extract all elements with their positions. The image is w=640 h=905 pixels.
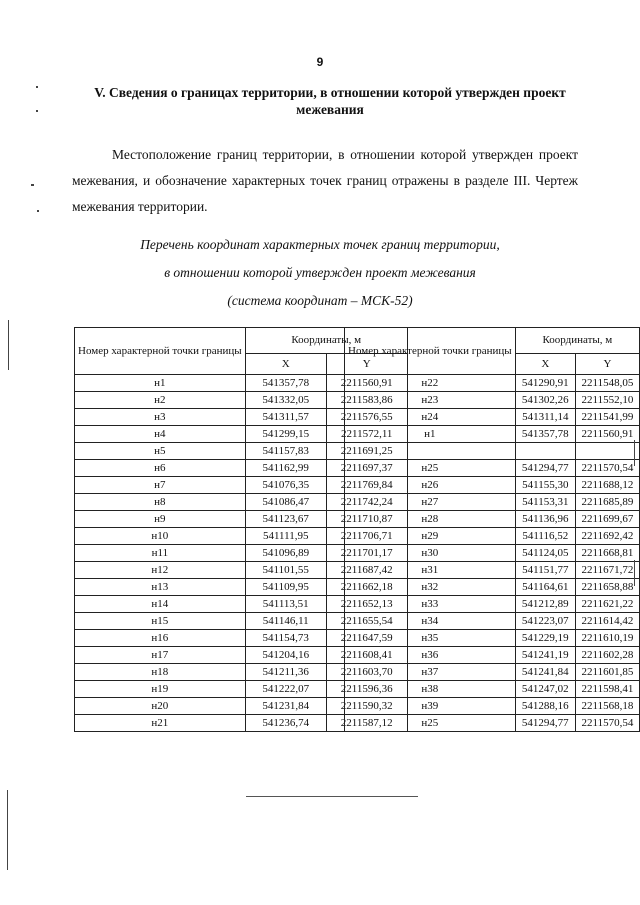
cell-x: 541357,78 (245, 375, 326, 392)
cell-y: 2211688,12 (575, 477, 639, 494)
table-caption-line1: Перечень координат характерных точек границ территории, (140, 237, 500, 252)
table-row (345, 562, 640, 579)
cell-y: 2211614,42 (575, 613, 639, 630)
cell-x: 541357,78 (515, 426, 575, 443)
cell-x: 541116,52 (515, 528, 575, 545)
table-row (345, 647, 640, 664)
table-row (345, 613, 640, 630)
table-row (345, 698, 640, 715)
cell-y: 2211560,91 (326, 375, 407, 392)
table-row (345, 681, 640, 698)
cell-x: 541311,57 (245, 409, 326, 426)
cell-y: 2211647,59 (326, 630, 407, 647)
cell-point: н19 (75, 681, 246, 698)
cell-x: 541311,14 (515, 409, 575, 426)
cell-point: н39 (345, 698, 516, 715)
cell-x: 541162,99 (245, 460, 326, 477)
cell-point: н2 (75, 392, 246, 409)
cell-y: 2211541,99 (575, 409, 639, 426)
page-number: 9 (316, 55, 324, 69)
cell-y: 2211742,24 (326, 494, 407, 511)
cell-point: н1 (75, 375, 246, 392)
cell-x: 541288,16 (515, 698, 575, 715)
cell-y: 2211701,17 (326, 545, 407, 562)
cell-point: н25 (345, 460, 516, 477)
cell-x: 541157,83 (245, 443, 326, 460)
cell-y: 2211671,72 (575, 562, 639, 579)
table-row (345, 392, 640, 409)
table-row (345, 596, 640, 613)
cell-x (515, 443, 575, 460)
cell-x: 541164,61 (515, 579, 575, 596)
cell-y (575, 443, 639, 460)
scan-mark (7, 790, 8, 870)
table-row (345, 477, 640, 494)
cell-point: н8 (75, 494, 246, 511)
table-row (345, 409, 640, 426)
scan-mark (634, 560, 635, 586)
cell-point: н17 (75, 647, 246, 664)
cell-y: 2211692,42 (575, 528, 639, 545)
header-coordinates: Координаты, м (515, 328, 639, 354)
cell-point: н32 (345, 579, 516, 596)
coordinates-table-right (344, 327, 640, 732)
cell-y: 2211601,85 (575, 664, 639, 681)
cell-point: н28 (345, 511, 516, 528)
table-row (345, 443, 640, 460)
cell-x: 541229,19 (515, 630, 575, 647)
cell-y: 2211568,18 (575, 698, 639, 715)
table-row (345, 426, 640, 443)
cell-y: 2211687,42 (326, 562, 407, 579)
cell-point: н21 (75, 715, 246, 732)
header-x: X (515, 354, 575, 375)
cell-y: 2211590,32 (326, 698, 407, 715)
section-title-line2: межевания (296, 102, 364, 117)
cell-point: н34 (345, 613, 516, 630)
cell-point: н10 (75, 528, 246, 545)
cell-y: 2211658,88 (575, 579, 639, 596)
cell-x: 541247,02 (515, 681, 575, 698)
cell-point: н6 (75, 460, 246, 477)
cell-point: н12 (75, 562, 246, 579)
cell-x: 541101,55 (245, 562, 326, 579)
cell-x: 541076,35 (245, 477, 326, 494)
cell-y: 2211603,70 (326, 664, 407, 681)
cell-x: 541231,84 (245, 698, 326, 715)
table-row (345, 664, 640, 681)
table-row (345, 375, 640, 392)
scan-mark (37, 210, 39, 212)
cell-y: 2211576,55 (326, 409, 407, 426)
cell-point: н4 (75, 426, 246, 443)
cell-y: 2211596,36 (326, 681, 407, 698)
cell-x: 541236,74 (245, 715, 326, 732)
cell-point: н36 (345, 647, 516, 664)
header-coordinates: Координаты, м (245, 328, 407, 354)
table-row (345, 511, 640, 528)
cell-y: 2211548,05 (575, 375, 639, 392)
cell-x: 541096,89 (245, 545, 326, 562)
footer-divider (246, 796, 418, 797)
cell-y: 2211655,54 (326, 613, 407, 630)
cell-point: н31 (345, 562, 516, 579)
cell-point: н22 (345, 375, 516, 392)
cell-point: н38 (345, 681, 516, 698)
cell-x: 541109,95 (245, 579, 326, 596)
cell-y: 2211685,89 (575, 494, 639, 511)
cell-point: н20 (75, 698, 246, 715)
cell-y: 2211699,67 (575, 511, 639, 528)
header-x: X (245, 354, 326, 375)
cell-point: н29 (345, 528, 516, 545)
cell-point: н16 (75, 630, 246, 647)
table-row (345, 630, 640, 647)
cell-x: 541086,47 (245, 494, 326, 511)
cell-x: 541241,19 (515, 647, 575, 664)
cell-x: 541155,30 (515, 477, 575, 494)
table-row (345, 528, 640, 545)
header-point-number: Номер характерной точки границы (75, 328, 246, 375)
table-row (345, 545, 640, 562)
cell-point: н14 (75, 596, 246, 613)
cell-x: 541294,77 (515, 460, 575, 477)
cell-x: 541212,89 (515, 596, 575, 613)
cell-y: 2211570,54 (575, 460, 639, 477)
table-row (345, 460, 640, 477)
cell-point: н26 (345, 477, 516, 494)
cell-y: 2211710,87 (326, 511, 407, 528)
cell-point: н23 (345, 392, 516, 409)
cell-point: н35 (345, 630, 516, 647)
cell-x: 541222,07 (245, 681, 326, 698)
cell-y: 2211769,84 (326, 477, 407, 494)
cell-x: 541211,36 (245, 664, 326, 681)
header-y: Y (326, 354, 407, 375)
cell-y: 2211587,12 (326, 715, 407, 732)
cell-point: н37 (345, 664, 516, 681)
cell-point: н3 (75, 409, 246, 426)
cell-x: 541302,26 (515, 392, 575, 409)
cell-y: 2211560,91 (575, 426, 639, 443)
cell-x: 541299,15 (245, 426, 326, 443)
cell-x: 541204,16 (245, 647, 326, 664)
table-caption-line3: (система координат – МСК-52) (227, 293, 413, 308)
cell-y: 2211552,10 (575, 392, 639, 409)
table-row (345, 715, 640, 732)
cell-y: 2211621,22 (575, 596, 639, 613)
cell-point: н18 (75, 664, 246, 681)
table-caption-line2: в отношении которой утвержден проект межевания (164, 265, 476, 280)
cell-point: н15 (75, 613, 246, 630)
cell-y: 2211598,41 (575, 681, 639, 698)
cell-point: н27 (345, 494, 516, 511)
cell-x: 541123,67 (245, 511, 326, 528)
cell-point: н30 (345, 545, 516, 562)
cell-x: 541154,73 (245, 630, 326, 647)
scan-mark (634, 440, 635, 466)
cell-x: 541290,91 (515, 375, 575, 392)
cell-x: 541136,96 (515, 511, 575, 528)
cell-y: 2211691,25 (326, 443, 407, 460)
cell-x: 541241,84 (515, 664, 575, 681)
cell-y: 2211652,13 (326, 596, 407, 613)
cell-x: 541153,31 (515, 494, 575, 511)
cell-x: 541124,05 (515, 545, 575, 562)
cell-y: 2211697,37 (326, 460, 407, 477)
scan-mark (36, 110, 38, 112)
cell-x: 541294,77 (515, 715, 575, 732)
cell-y: 2211583,86 (326, 392, 407, 409)
cell-y: 2211608,41 (326, 647, 407, 664)
cell-x: 541332,05 (245, 392, 326, 409)
scan-mark (31, 184, 34, 186)
cell-point: н7 (75, 477, 246, 494)
cell-y: 2211572,11 (326, 426, 407, 443)
header-y: Y (575, 354, 639, 375)
cell-point: н33 (345, 596, 516, 613)
scan-mark (36, 86, 38, 88)
cell-x: 541223,07 (515, 613, 575, 630)
scan-mark (8, 320, 9, 370)
cell-y: 2211570,54 (575, 715, 639, 732)
cell-y: 2211706,71 (326, 528, 407, 545)
cell-y: 2211610,19 (575, 630, 639, 647)
cell-point (345, 443, 516, 460)
cell-point: н25 (345, 715, 516, 732)
cell-point: н1 (345, 426, 516, 443)
cell-point: н13 (75, 579, 246, 596)
cell-x: 541113,51 (245, 596, 326, 613)
cell-y: 2211668,81 (575, 545, 639, 562)
cell-point: н11 (75, 545, 246, 562)
table-row (345, 494, 640, 511)
cell-x: 541146,11 (245, 613, 326, 630)
header-point-number: Номер характерной точки границы (345, 328, 516, 375)
cell-x: 541111,95 (245, 528, 326, 545)
cell-point: н24 (345, 409, 516, 426)
table-row (345, 579, 640, 596)
cell-y: 2211662,18 (326, 579, 407, 596)
section-title-line1: V. Сведения о границах территории, в отношении которой утвержден проект (94, 85, 566, 100)
cell-point: н9 (75, 511, 246, 528)
body-paragraph: Местоположение границ территории, в отношении которой утвержден проект межевания, и обозначение характерных точек границ отражены в разделе III. Чертеж межевания территории. (72, 147, 578, 214)
cell-point: н5 (75, 443, 246, 460)
cell-y: 2211602,28 (575, 647, 639, 664)
cell-x: 541151,77 (515, 562, 575, 579)
section-title (70, 84, 590, 118)
